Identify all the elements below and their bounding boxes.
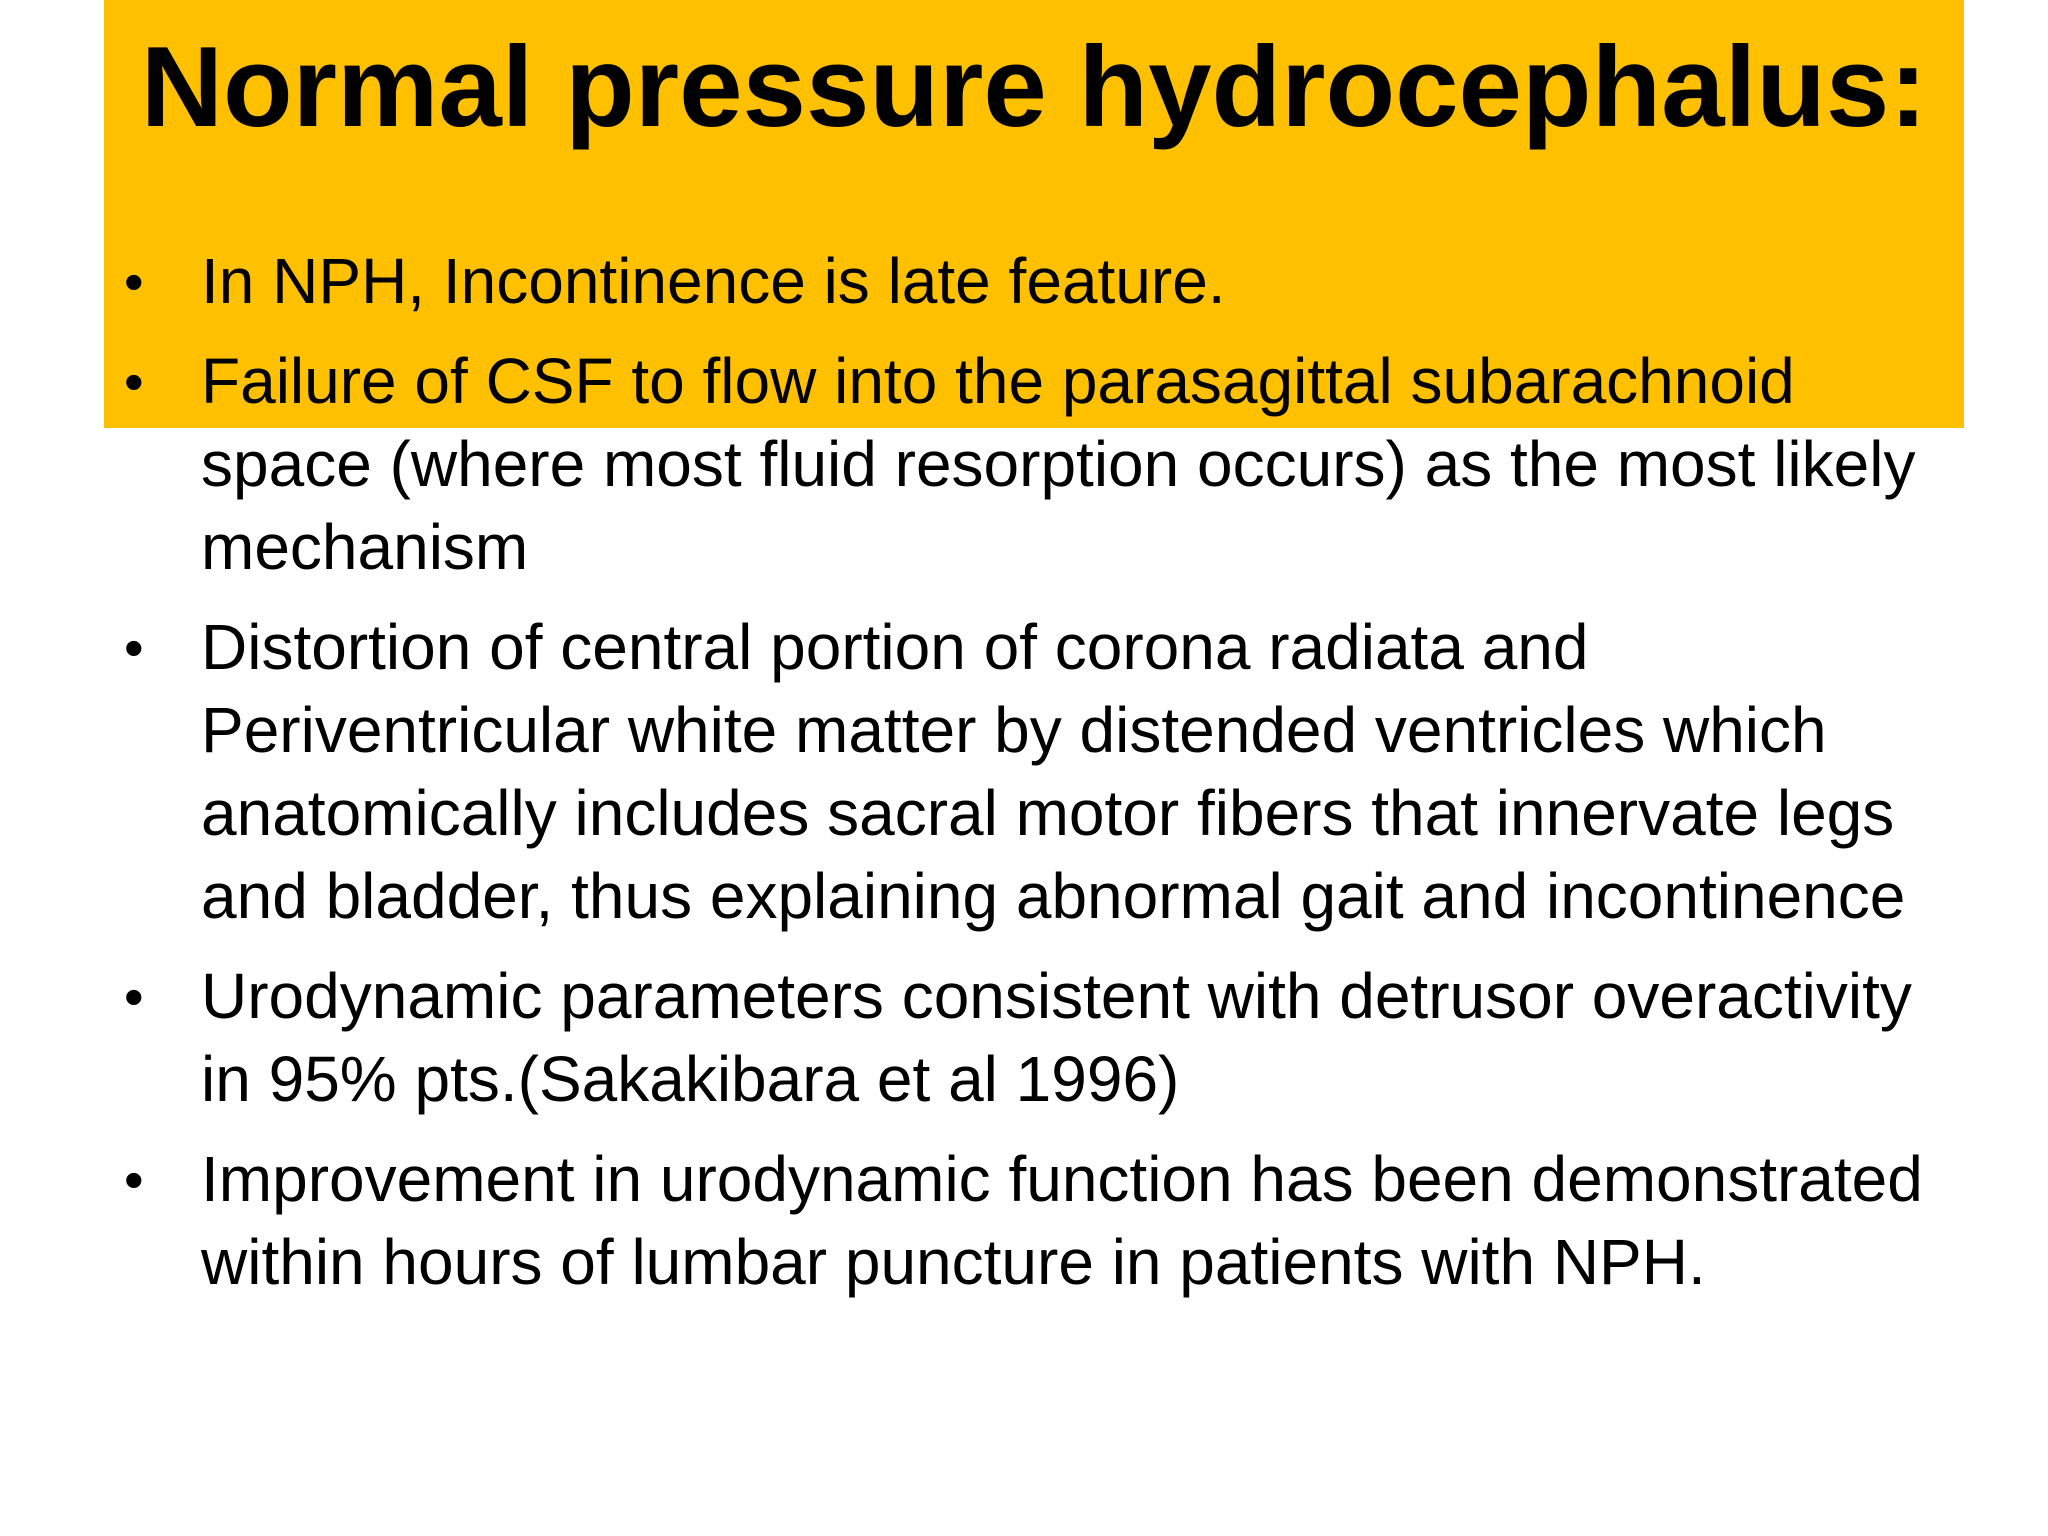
- bullet-text: Failure of CSF to flow into the parasagittal subarachnoid space (where most fluid resorption occurs) as the most likely mechanism: [201, 345, 1916, 583]
- slide-title: Normal pressure hydrocephalus:: [140, 24, 1928, 151]
- bullet-item: [0, 955, 1990, 1121]
- bullet-text: Distortion of central portion of corona radiata and Periventricular white matter by distended ventricles which anatomically includes sacral motor fibers that innervate legs and bladder, thus explaining abnormal gait and incontinence: [201, 611, 1906, 932]
- bullet-dot-icon: •: [124, 350, 144, 413]
- bullet-item: [0, 606, 1990, 938]
- bullet-item: [0, 240, 1990, 323]
- bullet-text: Urodynamic parameters consistent with detrusor overactivity in 95% pts.(Sakakibara et al 1996): [201, 960, 1912, 1115]
- bullet-text: Improvement in urodynamic function has been demonstrated within hours of lumbar puncture in patients with NPH.: [201, 1143, 1923, 1298]
- bullet-dot-icon: •: [124, 250, 144, 313]
- bullet-item: [0, 340, 1990, 589]
- bullet-list: [0, 240, 2048, 1321]
- bullet-dot-icon: •: [124, 965, 144, 1028]
- bullet-dot-icon: •: [124, 616, 144, 679]
- bullet-item: [0, 1138, 1990, 1304]
- bullet-text: In NPH, Incontinence is late feature.: [201, 245, 1226, 317]
- bullet-dot-icon: •: [124, 1148, 144, 1211]
